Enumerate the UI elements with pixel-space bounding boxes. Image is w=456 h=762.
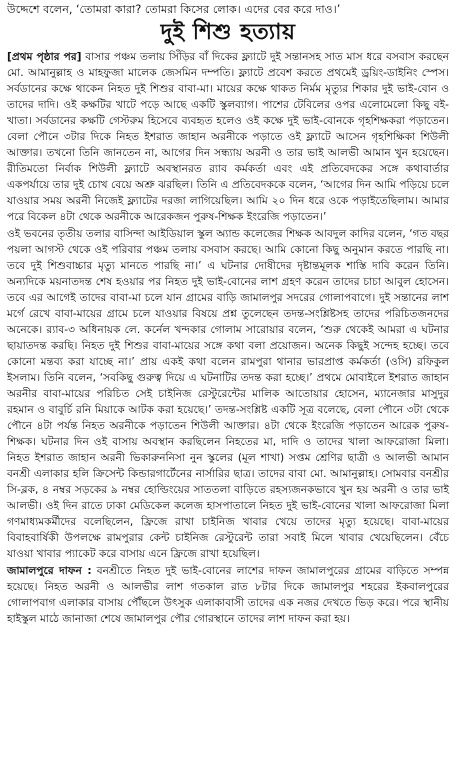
section-label: জামালপুরে দাফন : <box>7 564 92 577</box>
article-headline: দুই শিশু হত্যায় <box>160 20 296 45</box>
paragraph-text: বাসার পঞ্চম তলায় সিঁড়ির বাঁ দিকের ফ্ল্যাটে দুই সন্তানসহ সাত মাস ধরে বসবাস করছেন মো. আমানুল্লাহ ও মাহফুজা মালেক জেসমিন দম্পতি। ফ্ল্যাটে প্রবেশ করতে প্রথমেই ড্রয়িং-ডাইনিং স্পেস। সর্বডানের কক্ষে থাকেন নিহত দুই শিশুর বাবা-মা। মায়ের কক্ষে থাকত নির্মম মৃত্যুর শিকার দুই ভাই-বোন ও তাদের দাদি। ওই কক্ষটির খাটে পড়ে আছে একটি স্কুলব্যাগ। পাশের টেবিলের ওপর এলোমেলো কিছু বই-খাতা। সর্বডানের কক্ষটি গেস্টরুম হিসেবে ব্যবহৃত হলেও ওই কক্ষে দুই ভাই-বোনকে গৃহশিক্ষকরা পড়াতেন। বেলা পৌনে ৩টার দিকে নিহত ইশরাত জাহান অরনীকে পড়াতে ওই ফ্ল্যাটে আসেন গৃহশিক্ষিকা শিউলী আক্তার। তখনো তিনি জানতেন না, আগের দিন সন্ধ্যায় অরনী ও তার ভাই আলভী আমান খুন হয়েছেন। রীতিমতো নির্বাক শিউলী ফ্ল্যাটে অবস্থানরত র‍্যাব কর্মকর্তা এবং এই প্রতিবেদকের সঙ্গে কথাবার্তার একপর্যায়ে তার দুই চোখ বেয়ে অশ্রু ঝরছিল। তিনি এ প্রতিবেদককে বলেন, ‘আগের দিন আমি পড়িয়ে চলে যাওয়ার সময় অরনী নিজেই ফ্ল্যাটের দরজা লাগিয়েছিল। আমি ২০ দিন ধরে ওকে পড়াইতেছিলাম। আমার পরে বিকেল ৪টা থেকে অরনীকে আরেকজন পুরুষ-শিক্ষক ইংরেজি পড়াতেন।’ <box>7 51 449 224</box>
continuation-tag: [প্রথম পৃষ্ঠার পর] <box>7 51 82 63</box>
article-paragraph <box>7 49 449 226</box>
section-text: বনশ্রীতে নিহত দুই ভাই-বোনের লাশের দাফন জামালপুরের গ্রামের বাড়িতে সম্পন্ন হয়েছে। নিহত অরনী ও আলভীর লাশ গতকাল রাত ৮টার দিকে জামালপুর শহরের ইকবালপুরের গোলাপবাগ এলাকার বাসায় পৌঁছলে উৎসুক এলাকাবাসী তাদের এক নজর দেখতে ভিড় করে। পরে স্থানীয় হাইস্কুল মাঠে জানাজা শেষে জামালপুর পৌর গোরস্থানে তাদের লাশ দাফন করা হয়। <box>7 564 449 625</box>
article-body <box>7 49 449 627</box>
previous-article-tail: উদ্দেশে বলেন, ‘তোমরা কারা? তোমরা কিসের লোক। এদের বের করে দাও।’ <box>7 3 341 16</box>
article-paragraph <box>7 563 449 627</box>
article-paragraph: ওই ভবনের তৃতীয় তলার বাসিন্দা আইডিয়াল স্কুল অ্যান্ড কলেজের শিক্ষক আবদুল কাদির বলেন, ‘গত বছর পয়লা আগস্ট থেকে ওই পরিবার পঞ্চম তলায় বসবাস করছে। আমি কোনো কিছু অনুমান করতে পারছি না। তবে দুই শিশুবাচ্চার মৃত্যু মানতে পারছি না।’ এ ঘটনার দোষীদের দৃষ্টান্তমূলক শাস্তি দাবি করেন তিনি। অন্যদিকে ময়নাতদন্ত শেষ হওয়ার পর নিহত দুই ভাই-বোনের লাশ গ্রহণ করেন তাদের চাচা আবুল হোসেন। তবে এর আগেই তাদের বাবা-মা চলে যান গ্রামের বাড়ি জামালপুর সদরের গোলাপবাগে। দুই সন্তানের লাশ মর্গে রেখে বাবা-মায়ের গ্রামে চলে যাওয়ার বিষয়ে প্রশ্ন তুলেছেন তদন্ত-সংশ্লিষ্টসহ তাদের পরিচিতজনদের অনেকে। র‍্যাব-৩ অধিনায়ক লে. কর্নেল খন্দকার গোলাম সারোয়ার বলেন, ‘শুরু থেকেই আমরা এ ঘটনার ছায়াতদন্ত করছি। নিহত দুই শিশুর বাবা-মায়ের সঙ্গে কথা বলা প্রয়োজন। অনেক কিছুই সন্দেহ হচ্ছে। তবে কোনো মন্তব্য করা যাচ্ছে না।’ প্রায় একই কথা বলেন রামপুরা থানার ভারপ্রাপ্ত কর্মকর্তা (ওসি) রফিকুল ইসলাম। তিনি বলেন, ‘সবকিছু গুরুত্ব দিয়ে এ ঘটনাটির তদন্ত করা হচ্ছে।’ প্রথমে মোবাইলে ইশরাত জাহান অরনীর বাবা-মায়ের পরিচিত সেই চাইনিজ রেস্টুরেন্টের মালিক আতোয়ার হোসেন, ম্যানেজার মাসুদুর রহমান ও বাবুর্চি রনি মিয়াকে আটক করা হয়েছে।’ তদন্ত-সংশ্লিষ্ট একটি সূত্র বলেছে, বেলা পৌনে ৩টা থেকে পৌনে ৪টা পর্যন্ত নিহত অরনীকে পড়াতেন শিউলী আক্তার। ৪টা থেকে ইংরেজি পড়াতেন আরেক পুরুষ-শিক্ষক। ঘটনার দিন ওই বাসায় অবস্থান করছিলেন নিহতের মা, দাদি ও তাদের খালা আফরোজা মিলা। নিহত ইশরাত জাহান অরনী ভিকারুননিসা নুন স্কুলের (মূল শাখা) সপ্তম শ্রেণির ছাত্রী ও আলভী আমান বনশ্রী এলাকার হলি ক্রিসেন্ট কিন্ডারগার্টেনের নার্সারির ছাত্র। তাদের বাবা মো. আমানুল্লাহ। সোমবার বনশ্রীর সি-ব্লক, ৪ নম্বর সড়কের ৯ নম্বর হোল্ডিংয়ের সাততলা বাড়িতে রহস্যজনকভাবে খুন হয় অরনী ও তার ভাই আলভী। ওই দিন রাতে ঢাকা মেডিকেল কলেজ হাসপাতালে নিহত দুই ভাই-বোনের খালা আফরোজা মিলা গণমাধ্যমকর্মীদের বলেছিলেন, ফ্রিজে রাখা চাইনিজ খাবার খেয়ে তাদের মৃত্যু হয়েছে। বাবা-মায়ের বিবাহবার্ষিকী উপলক্ষে রামপুরার কেন্ট চাইনিজ রেস্টুরেন্ট তারা সবাই মিলে খাবার খেয়েছিলেন। বেঁচে যাওয়া খাবার প্যাকেট করে বাসায় এনে ফ্রিজে রাখা হয়েছিল। <box>7 227 449 561</box>
